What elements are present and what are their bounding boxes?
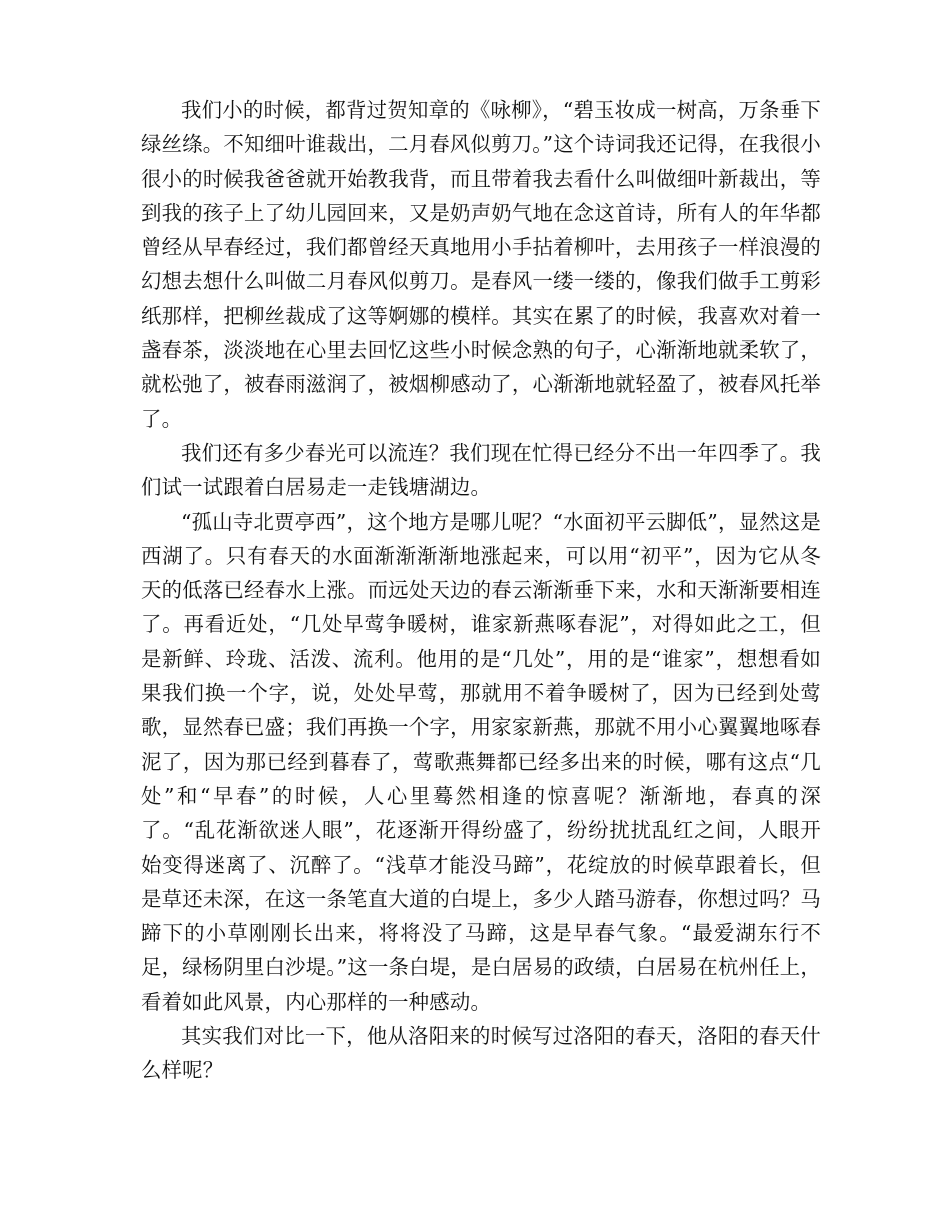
paragraph-4: 其实我们对比一下，他从洛阳来的时候写过洛阳的春天，洛阳的春天什么样呢？ <box>141 1024 821 1083</box>
paragraph-2: 我们还有多少春光可以流连？我们现在忙得已经分不出一年四季了。我们试一试跟着白居易走一走钱塘湖边。 <box>141 440 821 500</box>
document-page <box>141 93 821 1088</box>
paragraph-1: 我们小的时候，都背过贺知章的《咏柳》，“碧玉妆成一树高，万条垂下绿丝绦。不知细叶谁裁出，二月春风似剪刀。”这个诗词我还记得，在我很小很小的时候我爸爸就开始教我背，而且带着我去看什么叫做细叶新裁出，等到我的孩子上了幼儿园回来，又是奶声奶气地在念这首诗，所有人的年华都曾经从早春经过，我们都曾经天真地用小手拈着柳叶，去用孩子一样浪漫的幻想去想什么叫做二月春风似剪刀。是春风一缕一缕的，像我们做手工剪彩纸那样，把柳丝裁成了这等婀娜的模样。其实在累了的时候，我喜欢对着一盏春茶，淡淡地在心里去回忆这些小时候念熟的句子，心渐渐地就柔软了，就松弛了，被春雨滋润了，被烟柳感动了，心渐渐地就轻盈了，被春风托举了。 <box>141 98 821 431</box>
paragraph-3: “孤山寺北贾亭西”，这个地方是哪儿呢？“水面初平云脚低”，显然这是西湖了。只有春天的水面渐渐渐渐地涨起来，可以用“初平”，因为它从冬天的低落已经春水上涨。而远处天边的春云渐渐垂下来，水和天渐渐要相连了。再看近处，“几处早莺争暖树，谁家新燕啄春泥”，对得如此之工，但是新鲜、玲珑、活泼、流利。他用的是“几处”，用的是“谁家”，想想看如果我们换一个字，说，处处早莺，那就用不着争暖树了，因为已经到处莺歌，显然春已盛；我们再换一个字，用家家新燕，那就不用小心翼翼地啄春泥了，因为那已经到暮春了，莺歌燕舞都已经多出来的时候，哪有这点“几处”和“早春”的时候，人心里蓦然相逢的惊喜呢？渐渐地，春真的深了。“乱花渐欲迷人眼”，花逐渐开得纷盛了，纷纷扰扰乱红之间，人眼开始变得迷离了、沉醉了。“浅草才能没马蹄”，花绽放的时候草跟着长，但是草还未深，在这一条笔直大道的白堤上，多少人踏马游春，你想过吗？马蹄下的小草刚刚长出来，将将没了马蹄，这是早春气象。“最爱湖东行不足，绿杨阴里白沙堤。”这一条白堤，是白居易的政绩，白居易在杭州任上，看着如此风景，内心那样的一种感动。 <box>141 509 821 1014</box>
